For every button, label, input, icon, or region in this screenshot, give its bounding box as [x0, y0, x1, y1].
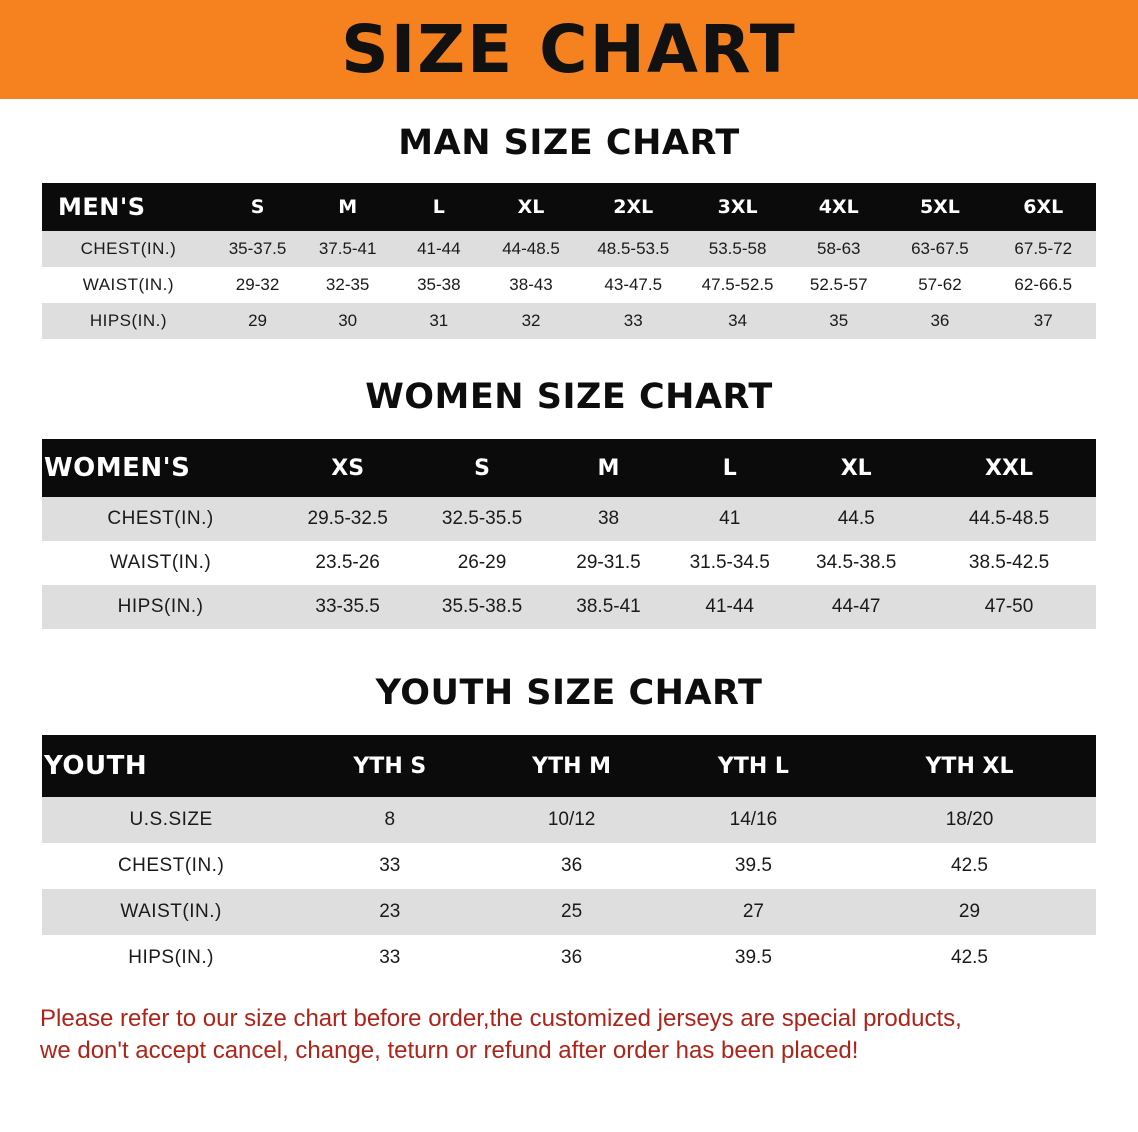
youth-table-wrapper	[42, 735, 1096, 981]
row-label-chest: CHEST(IN.)	[42, 843, 300, 889]
women-size-table	[42, 439, 1096, 629]
cell: 67.5-72	[991, 231, 1096, 267]
man-section-title: MAN SIZE CHART	[398, 123, 740, 163]
table-row	[42, 497, 1096, 541]
col-header-yth-l: YTH L	[664, 735, 843, 797]
youth-section-title: YOUTH SIZE CHART	[375, 673, 763, 713]
table-row	[42, 889, 1096, 935]
cell: 26-29	[416, 541, 548, 585]
col-header-6xl: 6XL	[991, 183, 1096, 231]
youth-size-table	[42, 735, 1096, 981]
table-row	[42, 585, 1096, 629]
cell: 38.5-41	[548, 585, 669, 629]
cell: 34	[687, 303, 788, 339]
cell: 31.5-34.5	[669, 541, 790, 585]
cell: 29	[215, 303, 300, 339]
col-header-yth-xl: YTH XL	[843, 735, 1096, 797]
col-header-xs: XS	[279, 439, 416, 497]
cell: 39.5	[664, 843, 843, 889]
table-row	[42, 797, 1096, 843]
cell: 29	[843, 889, 1096, 935]
cell: 35-37.5	[215, 231, 300, 267]
col-header-s: S	[416, 439, 548, 497]
cell: 58-63	[788, 231, 889, 267]
cell: 44.5-48.5	[922, 497, 1096, 541]
cell: 18/20	[843, 797, 1096, 843]
disclaimer-line-1: Please refer to our size chart before order,the customized jerseys are special products,	[40, 1005, 962, 1032]
women-table-wrapper	[42, 439, 1096, 629]
man-size-table	[42, 183, 1096, 339]
cell: 37.5-41	[300, 231, 395, 267]
table-header-row	[42, 439, 1096, 497]
col-header-xl: XL	[483, 183, 580, 231]
row-label-chest: CHEST(IN.)	[42, 497, 279, 541]
col-header-yth-m: YTH M	[479, 735, 663, 797]
cell: 57-62	[889, 267, 990, 303]
cell: 23	[300, 889, 479, 935]
col-header-youth: YOUTH	[42, 735, 300, 797]
cell: 33-35.5	[279, 585, 416, 629]
row-label-chest: CHEST(IN.)	[42, 231, 215, 267]
row-label-hips: HIPS(IN.)	[42, 585, 279, 629]
man-table-wrapper	[42, 183, 1096, 339]
cell: 25	[479, 889, 663, 935]
page-title: SIZE CHART	[341, 10, 797, 88]
table-row	[42, 231, 1096, 267]
col-header-womens: WOMEN'S	[42, 439, 279, 497]
cell: 38-43	[483, 267, 580, 303]
cell: 32	[483, 303, 580, 339]
page-banner	[0, 0, 1138, 99]
cell: 39.5	[664, 935, 843, 981]
cell: 32-35	[300, 267, 395, 303]
cell: 42.5	[843, 843, 1096, 889]
col-header-m: M	[300, 183, 395, 231]
col-header-yth-s: YTH S	[300, 735, 479, 797]
cell: 36	[889, 303, 990, 339]
col-header-3xl: 3XL	[687, 183, 788, 231]
disclaimer-line-2: we don't accept cancel, change, teturn or refund after order has been placed!	[40, 1037, 859, 1065]
table-row	[42, 541, 1096, 585]
col-header-xxl: XXL	[922, 439, 1096, 497]
cell: 44-48.5	[483, 231, 580, 267]
table-row	[42, 935, 1096, 981]
cell: 36	[479, 935, 663, 981]
cell: 8	[300, 797, 479, 843]
col-header-4xl: 4XL	[788, 183, 889, 231]
table-header-row	[42, 735, 1096, 797]
col-header-m: M	[548, 439, 669, 497]
table-row	[42, 843, 1096, 889]
cell: 41	[669, 497, 790, 541]
disclaimer-note	[40, 1003, 1098, 1068]
cell: 33	[580, 303, 688, 339]
cell: 14/16	[664, 797, 843, 843]
col-header-l: L	[669, 439, 790, 497]
cell: 33	[300, 843, 479, 889]
col-header-s: S	[215, 183, 300, 231]
col-header-l: L	[395, 183, 482, 231]
cell: 23.5-26	[279, 541, 416, 585]
cell: 53.5-58	[687, 231, 788, 267]
row-label-waist: WAIST(IN.)	[42, 541, 279, 585]
cell: 31	[395, 303, 482, 339]
col-header-5xl: 5XL	[889, 183, 990, 231]
cell: 42.5	[843, 935, 1096, 981]
cell: 44-47	[790, 585, 922, 629]
cell: 33	[300, 935, 479, 981]
cell: 44.5	[790, 497, 922, 541]
row-label-hips: HIPS(IN.)	[42, 303, 215, 339]
table-header-row	[42, 183, 1096, 231]
cell: 27	[664, 889, 843, 935]
cell: 63-67.5	[889, 231, 990, 267]
cell: 52.5-57	[788, 267, 889, 303]
cell: 10/12	[479, 797, 663, 843]
table-row	[42, 267, 1096, 303]
cell: 38.5-42.5	[922, 541, 1096, 585]
cell: 35-38	[395, 267, 482, 303]
row-label-hips: HIPS(IN.)	[42, 935, 300, 981]
cell: 30	[300, 303, 395, 339]
table-row	[42, 303, 1096, 339]
cell: 29-32	[215, 267, 300, 303]
cell: 48.5-53.5	[580, 231, 688, 267]
cell: 47.5-52.5	[687, 267, 788, 303]
cell: 43-47.5	[580, 267, 688, 303]
cell: 34.5-38.5	[790, 541, 922, 585]
cell: 32.5-35.5	[416, 497, 548, 541]
col-header-mens: MEN'S	[42, 183, 215, 231]
cell: 47-50	[922, 585, 1096, 629]
cell: 35.5-38.5	[416, 585, 548, 629]
cell: 35	[788, 303, 889, 339]
cell: 29-31.5	[548, 541, 669, 585]
cell: 36	[479, 843, 663, 889]
row-label-waist: WAIST(IN.)	[42, 267, 215, 303]
col-header-xl: XL	[790, 439, 922, 497]
row-label-us-size: U.S.SIZE	[42, 797, 300, 843]
cell: 41-44	[395, 231, 482, 267]
women-section-title: WOMEN SIZE CHART	[365, 377, 773, 417]
cell: 37	[991, 303, 1096, 339]
row-label-waist: WAIST(IN.)	[42, 889, 300, 935]
cell: 62-66.5	[991, 267, 1096, 303]
cell: 41-44	[669, 585, 790, 629]
col-header-2xl: 2XL	[580, 183, 688, 231]
cell: 29.5-32.5	[279, 497, 416, 541]
cell: 38	[548, 497, 669, 541]
